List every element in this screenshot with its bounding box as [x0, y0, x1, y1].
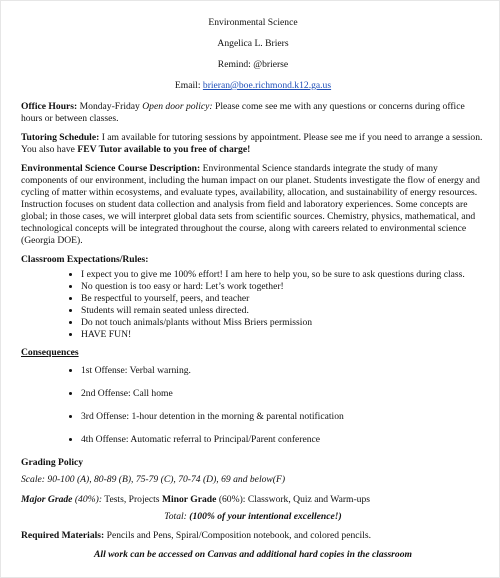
- consequences-list: [21, 365, 485, 446]
- total-line: [21, 511, 485, 523]
- minor-grade-text: (60%): Classwork, Quiz and Warm-ups: [218, 494, 371, 505]
- office-hours-days: Monday-Friday: [79, 101, 140, 112]
- email-line: [21, 80, 485, 92]
- list-item: • 4th Offense: Automatic referral to Principal/Parent conference: [81, 434, 485, 446]
- list-item: • 1st Offense: Verbal warning.: [81, 365, 485, 377]
- teacher-name: Angelica L. Briers: [217, 38, 289, 49]
- total-label: Total:: [164, 511, 187, 522]
- grading-scale: [21, 474, 485, 486]
- list-item: • No question is too easy or hard: Let’s work together!: [81, 281, 485, 293]
- tutoring-paragraph: [21, 132, 485, 156]
- list-item: • 2nd Offense: Call home: [81, 388, 485, 400]
- description-text: Environmental Science standards integrate the study of many components of our environment, including the human impact on our planet. Students investigate the flow of energy and cycling of matter within ecosystems, and evaluate types, availability, allocation, and sustainability of energy resources. Instruction focuses on student data collection and analysis from field and laboratory experiences. Some concepts are global; in those cases, we will interpret global data sets from scientific sources. Chemistry, physics, mathematical, and technological concepts will be integrated throughout the course, along with careers related to environmental science (Georgia DOE).: [21, 163, 480, 246]
- total-text: (100% of your intentional excellence!): [189, 511, 342, 522]
- list-item: • 3rd Offense: 1-hour detention in the morning & parental notification: [81, 411, 485, 423]
- tutoring-label: Tutoring Schedule:: [21, 132, 100, 143]
- grade-weights: [21, 494, 485, 506]
- consequences-title: Consequences: [21, 347, 79, 358]
- remind-handle: Remind: @brierse: [217, 59, 289, 70]
- email-label: Email:: [174, 80, 201, 91]
- description-paragraph: [21, 163, 485, 247]
- list-item: • HAVE FUN!: [81, 329, 485, 341]
- office-hours-paragraph: [21, 101, 485, 125]
- scale-values: 90-100 (A), 80-89 (B), 75-79 (C), 70-74 (D), 69 and below(F): [47, 474, 286, 485]
- tutoring-highlight: FEV Tutor available to you free of charge!: [77, 144, 251, 155]
- grading-title: Grading Policy: [21, 457, 84, 468]
- major-grade-text: Tests, Projects: [104, 494, 160, 505]
- minor-grade-label: Minor Grade: [161, 494, 217, 505]
- major-grade-pct: (40%):: [74, 494, 103, 505]
- materials-text: Pencils and Pens, Spiral/Composition notebook, and colored pencils.: [106, 530, 371, 541]
- list-item: • Be respectful to yourself, peers, and teacher: [81, 293, 485, 305]
- list-item: • I expect you to give me 100% effort! I am here to help you, so be sure to ask questions during class.: [81, 269, 485, 281]
- footer-note: All work can be accessed on Canvas and additional hard copies in the classroom: [94, 549, 412, 560]
- office-hours-label: Office Hours:: [21, 101, 78, 112]
- major-grade-label: Major Grade: [21, 494, 73, 505]
- email-link[interactable]: brieran@boe.richmond.k12.ga.us: [202, 80, 332, 91]
- scale-label: Scale:: [21, 474, 45, 485]
- description-label: Environmental Science Course Description:: [21, 163, 201, 174]
- rules-list: [21, 269, 485, 341]
- course-title: Environmental Science: [208, 17, 298, 28]
- list-item: • Do not touch animals/plants without Miss Briers permission: [81, 317, 485, 329]
- materials-paragraph: [21, 530, 485, 542]
- list-item: • Students will remain seated unless directed.: [81, 305, 485, 317]
- tutoring-text: I am available for tutoring sessions by appointment. Please see me if you need to arrange a session. You also have: [21, 132, 483, 155]
- office-hours-policy: Open door policy:: [142, 101, 213, 112]
- rules-title: Classroom Expectations/Rules:: [21, 254, 149, 265]
- office-hours-text: Please come see me with any questions or concerns during office hours or between classes.: [21, 101, 465, 124]
- materials-label: Required Materials:: [21, 530, 105, 541]
